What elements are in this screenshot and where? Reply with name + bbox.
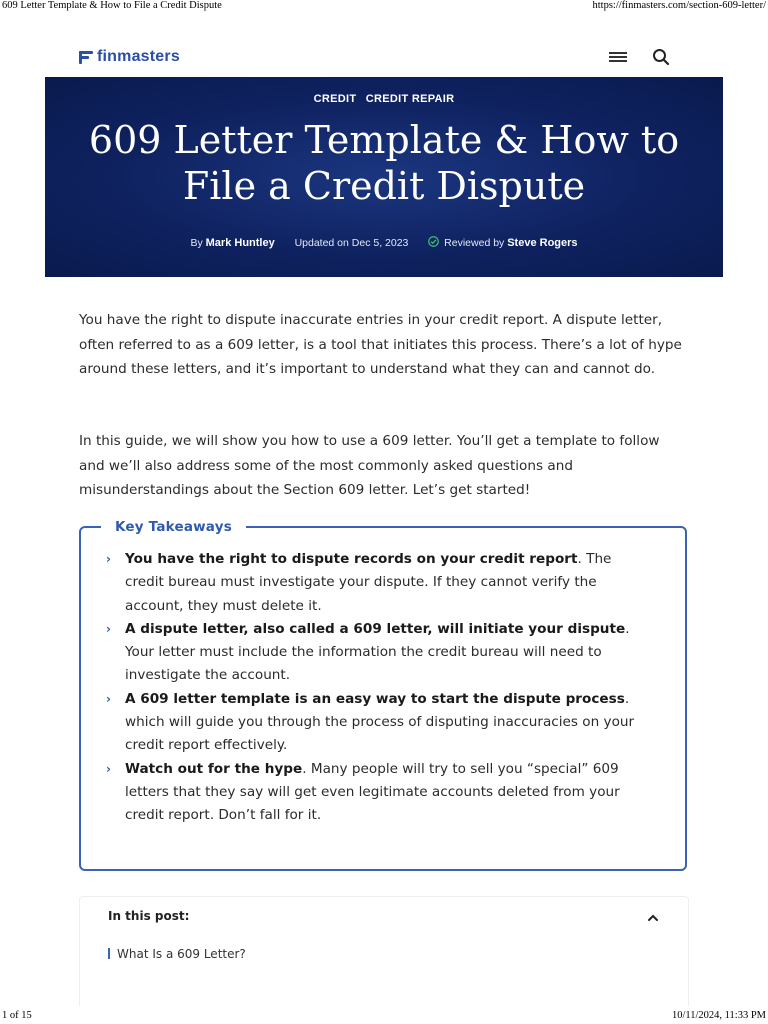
article-byline <box>45 236 723 249</box>
takeaway-bold: A 609 letter template is an easy way to start the dispute process <box>125 690 625 707</box>
takeaway-text: . Many people will try to sell you “special” 609 letters that they say will get even legitimate accounts deleted from your credit report. Don’t fall for it. <box>125 760 620 824</box>
intro-paragraph-1: You have the right to dispute inaccurate entries in your credit report. A dispute letter, often referred to as a 609 letter, is a tool that initiates this process. There’s a lot of hype around these letters, and it’s important to understand what they can and cannot do. <box>79 312 682 377</box>
takeaway-item <box>103 758 645 828</box>
category-credit-link[interactable]: CREDIT <box>313 93 357 105</box>
category-links <box>45 93 723 105</box>
toc-title: In this post: <box>108 909 190 923</box>
toc-item[interactable] <box>108 947 246 961</box>
chevron-up-icon[interactable] <box>646 910 660 924</box>
takeaway-bold: Watch out for the hype <box>125 760 303 777</box>
takeaway-bold: A dispute letter, also called a 609 letter, will initiate your dispute <box>125 620 626 637</box>
takeaway-item <box>103 548 645 618</box>
takeaway-item <box>103 688 645 758</box>
print-header <box>0 0 768 14</box>
chevron-right-icon: › <box>106 621 111 636</box>
reviewer-link[interactable]: Steve Rogers <box>507 237 578 249</box>
key-takeaways-list <box>103 548 645 828</box>
by-prefix: By <box>190 237 203 249</box>
article-hero <box>45 77 723 277</box>
intro-paragraph-2: In this guide, we will show you how to use a 609 letter. You’ll get a template to follow and we’ll also address some of the most commonly asked questions and misunderstandings about the Section 609 letter. Let’s get started! <box>79 433 660 498</box>
toc-marker <box>108 948 110 959</box>
chevron-right-icon: › <box>106 552 111 566</box>
key-takeaways-box <box>79 519 687 871</box>
search-icon[interactable] <box>651 47 671 67</box>
key-takeaways-title: Key Takeaways <box>101 518 246 536</box>
chevron-right-icon: › <box>106 691 111 706</box>
print-page-url: https://finmasters.com/section-609-letter/ <box>592 0 766 11</box>
chevron-right-icon: › <box>106 761 111 776</box>
takeaway-bold: You have the right to dispute records on your credit report <box>125 551 578 567</box>
hamburger-menu-icon[interactable] <box>609 52 627 62</box>
updated-date: Updated on Dec 5, 2023 <box>294 237 409 249</box>
reviewed-prefix: Reviewed by <box>444 237 505 249</box>
takeaway-text: . Your letter must include the information the credit bureau will need to investigate the account. <box>125 620 630 684</box>
table-of-contents <box>79 896 689 1006</box>
site-logo[interactable] <box>79 48 180 66</box>
print-page-title: 609 Letter Template & How to File a Credit Dispute <box>2 0 222 11</box>
article-title: 609 Letter Template & How to File a Credit Dispute <box>88 118 680 208</box>
author-link[interactable]: Mark Huntley <box>205 237 275 249</box>
category-credit-repair-link[interactable]: CREDIT REPAIR <box>365 93 455 105</box>
print-page-number: 1 of 15 <box>2 1010 32 1021</box>
site-header <box>45 40 723 74</box>
takeaway-text: . which will guide you through the process of disputing inaccuracies on your credit report effectively. <box>125 690 635 754</box>
check-circle-icon <box>428 236 439 247</box>
takeaway-item <box>103 618 645 688</box>
finmasters-logo-icon <box>79 50 93 64</box>
print-datetime: 10/11/2024, 11:33 PM <box>671 1010 766 1021</box>
logo-text: finmasters <box>97 48 180 65</box>
print-footer <box>0 1010 768 1024</box>
takeaway-text: . The credit bureau must investigate your dispute. If they cannot verify the account, they must delete it. <box>125 551 612 614</box>
toc-item-label: What Is a 609 Letter? <box>117 947 246 961</box>
